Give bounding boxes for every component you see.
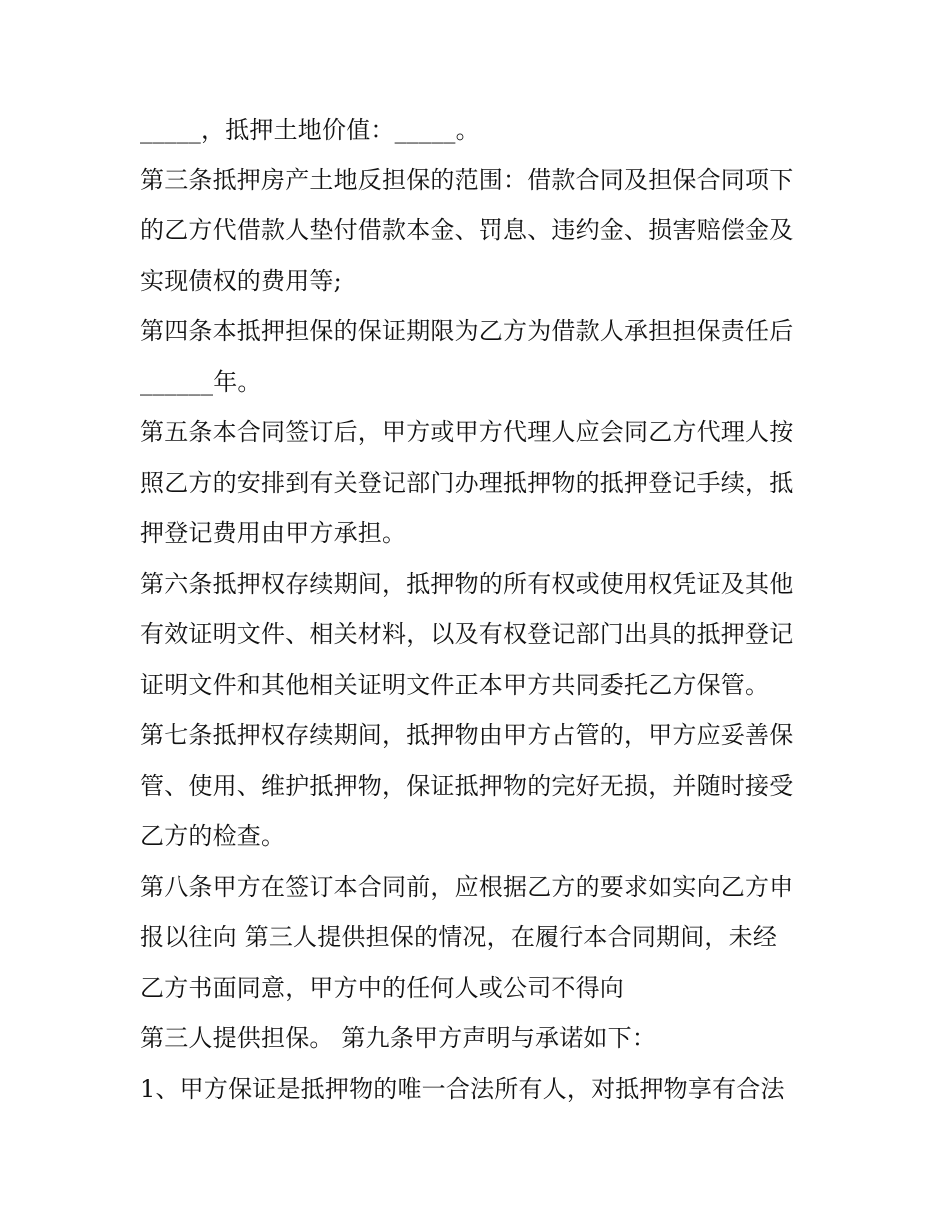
text-line: ______年。 <box>140 368 262 396</box>
text-line: 第三条抵押房产土地反担保的范围：借款合同及担保合同项下 <box>140 166 794 194</box>
text-line: 乙方的检查。 <box>140 822 286 850</box>
text-line: _____，抵押土地价值：_____。 <box>140 116 480 144</box>
text-line: 实现债权的费用等; <box>140 267 342 295</box>
text-line: 第三人提供担保。 第九条甲方声明与承诺如下： <box>140 1024 657 1052</box>
text-line: 1、甲方保证是抵押物的唯一合法所有人，对抵押物享有合法 <box>140 1075 785 1103</box>
text-line: 的乙方代借款人垫付借款本金、罚息、违约金、损害赔偿金及 <box>140 216 794 244</box>
text-line: 证明文件和其他相关证明文件正本甲方共同委托乙方保管。 <box>140 671 770 699</box>
text-line: 有效证明文件、相关材料，以及有权登记部门出具的抵押登记 <box>140 620 794 648</box>
text-line: 第七条抵押权存续期间，抵押物由甲方占管的，甲方应妥善保 <box>140 721 794 749</box>
text-line: 报以往向 第三人提供担保的情况，在履行本合同期间，未经 <box>140 923 778 951</box>
text-line: 第四条本抵押担保的保证期限为乙方为借款人承担担保责任后 <box>140 317 794 345</box>
text-line: 第五条本合同签订后，甲方或甲方代理人应会同乙方代理人按 <box>140 418 794 446</box>
text-line: 乙方书面同意，甲方中的任何人或公司不得向 <box>140 974 624 1002</box>
text-line: 押登记费用由甲方承担。 <box>140 519 407 547</box>
text-line: 第八条甲方在签订本合同前，应根据乙方的要求如实向乙方申 <box>140 873 794 901</box>
text-line: 第六条抵押权存续期间，抵押物的所有权或使用权凭证及其他 <box>140 570 794 598</box>
text-line: 照乙方的安排到有关登记部门办理抵押物的抵押登记手续，抵 <box>140 469 794 497</box>
text-line: 管、使用、维护抵押物，保证抵押物的完好无损，并随时接受 <box>140 772 794 800</box>
